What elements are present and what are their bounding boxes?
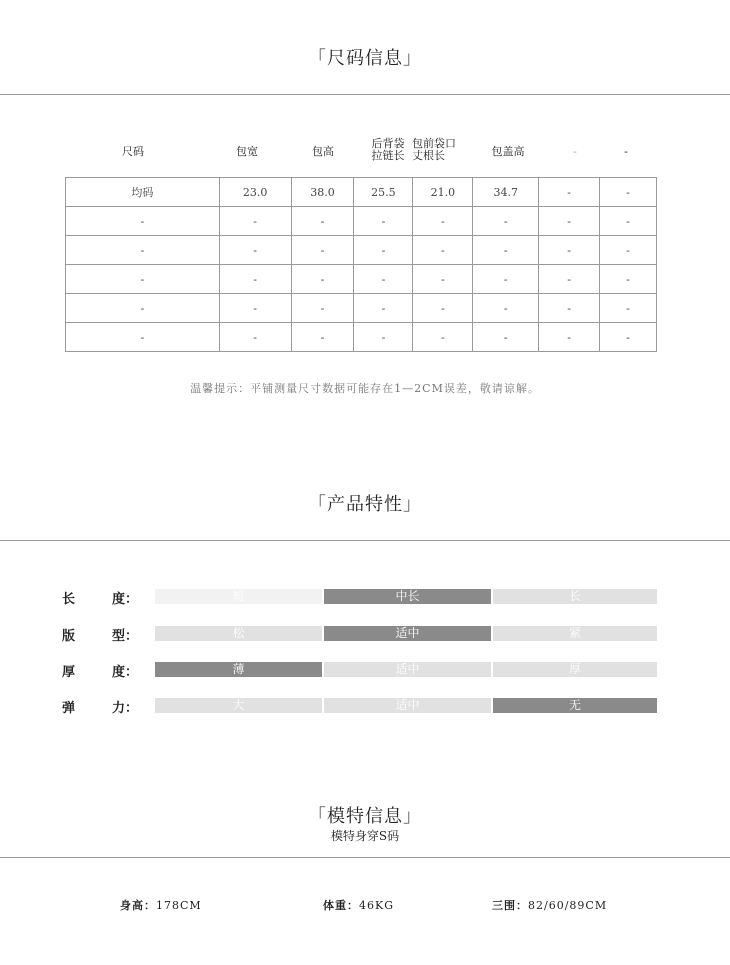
feature-label-char: 弹 <box>62 701 76 716</box>
model-weight <box>323 897 394 913</box>
table-cell: - <box>291 236 354 265</box>
table-cell: 23.0 <box>219 178 291 207</box>
feature-row <box>0 626 730 644</box>
table-cell: - <box>600 265 657 294</box>
size-section-title: 「尺码信息」 <box>308 48 422 69</box>
table-cell: - <box>354 236 413 265</box>
model-measurements-value: 82/60/89CM <box>528 899 608 912</box>
table-cell: - <box>66 323 220 352</box>
table-row <box>66 178 657 207</box>
feature-option: 适中 <box>324 662 491 677</box>
table-row <box>66 265 657 294</box>
table-cell: - <box>539 178 600 207</box>
feature-label-char: 长 <box>62 592 76 607</box>
feature-label-char: 度： <box>112 665 139 680</box>
feature-option: 短 <box>155 589 322 604</box>
table-cell: - <box>219 236 291 265</box>
feature-row <box>0 589 730 607</box>
feature-label-char: 型： <box>112 629 139 644</box>
model-section-divider <box>0 857 730 858</box>
feature-section-title: 「产品特性」 <box>308 494 422 515</box>
feature-option-selected: 薄 <box>155 662 322 677</box>
model-height <box>120 897 202 913</box>
table-cell: - <box>219 323 291 352</box>
model-height-label: 身高： <box>120 899 156 912</box>
table-cell: 25.5 <box>354 178 413 207</box>
table-cell: 38.0 <box>291 178 354 207</box>
table-cell: - <box>539 265 600 294</box>
table-cell: 21.0 <box>413 178 473 207</box>
header-empty-2: - <box>624 145 628 158</box>
feature-label-char: 厚 <box>62 665 76 680</box>
feature-option: 长 <box>493 589 657 604</box>
table-row <box>66 207 657 236</box>
feature-option-selected: 中长 <box>324 589 491 604</box>
table-cell: - <box>413 323 473 352</box>
header-flap-height: 包盖高 <box>491 145 525 158</box>
table-cell: - <box>600 294 657 323</box>
feature-label-char: 度： <box>112 592 139 607</box>
model-measurements <box>492 897 607 913</box>
feature-row <box>0 662 730 680</box>
table-cell: - <box>354 323 413 352</box>
table-cell: - <box>291 265 354 294</box>
table-cell: - <box>291 207 354 236</box>
feature-option: 厚 <box>493 662 657 677</box>
feature-option-selected: 适中 <box>324 626 491 641</box>
table-cell: - <box>413 236 473 265</box>
feature-option: 适中 <box>324 698 491 713</box>
table-cell: - <box>66 207 220 236</box>
table-cell: - <box>291 294 354 323</box>
table-cell: - <box>600 207 657 236</box>
table-cell: - <box>66 265 220 294</box>
header-front-pocket-length: 包前袋口 丈根长 <box>412 137 456 162</box>
table-cell: - <box>600 236 657 265</box>
table-cell: 34.7 <box>473 178 539 207</box>
header-bag-width: 包宽 <box>236 145 258 158</box>
table-cell: - <box>219 265 291 294</box>
table-cell: - <box>539 207 600 236</box>
table-row <box>66 236 657 265</box>
table-cell: - <box>473 294 539 323</box>
feature-option: 紧 <box>493 626 657 641</box>
table-cell: - <box>413 265 473 294</box>
model-section-title: 「模特信息」 <box>308 806 422 827</box>
table-cell: - <box>219 207 291 236</box>
table-cell: - <box>473 236 539 265</box>
feature-option: 大 <box>155 698 322 713</box>
size-section-divider <box>0 94 730 95</box>
table-cell: - <box>473 323 539 352</box>
model-measurements-label: 三围： <box>492 899 528 912</box>
table-cell: - <box>413 207 473 236</box>
table-cell: - <box>354 207 413 236</box>
feature-option: 松 <box>155 626 322 641</box>
table-cell: - <box>539 294 600 323</box>
table-cell: - <box>600 323 657 352</box>
feature-label-char: 力： <box>112 701 139 716</box>
table-cell: - <box>539 323 600 352</box>
feature-label-char: 版 <box>62 629 76 644</box>
table-cell: - <box>66 294 220 323</box>
header-back-zip-length: 后背袋 拉链长 <box>371 137 405 162</box>
table-cell: - <box>473 207 539 236</box>
table-row <box>66 323 657 352</box>
table-cell: - <box>473 265 539 294</box>
table-cell: - <box>354 294 413 323</box>
table-cell: 均码 <box>66 178 220 207</box>
feature-row <box>0 698 730 716</box>
measurement-note: 温馨提示：平铺测量尺寸数据可能存在1—2CM误差，敬请谅解。 <box>190 382 540 395</box>
header-size: 尺码 <box>122 145 144 158</box>
table-cell: - <box>600 178 657 207</box>
table-cell: - <box>413 294 473 323</box>
model-weight-value: 46KG <box>359 899 395 912</box>
size-table <box>65 177 657 352</box>
table-cell: - <box>219 294 291 323</box>
model-subtitle: 模特身穿S码 <box>330 829 400 843</box>
feature-option-selected: 无 <box>493 698 657 713</box>
header-empty-1: - <box>573 145 577 158</box>
model-height-value: 178CM <box>156 899 202 912</box>
table-cell: - <box>66 236 220 265</box>
table-row <box>66 294 657 323</box>
feature-section-divider <box>0 540 730 541</box>
header-bag-height: 包高 <box>312 145 334 158</box>
table-cell: - <box>539 236 600 265</box>
model-weight-label: 体重： <box>323 899 359 912</box>
table-cell: - <box>354 265 413 294</box>
table-cell: - <box>291 323 354 352</box>
